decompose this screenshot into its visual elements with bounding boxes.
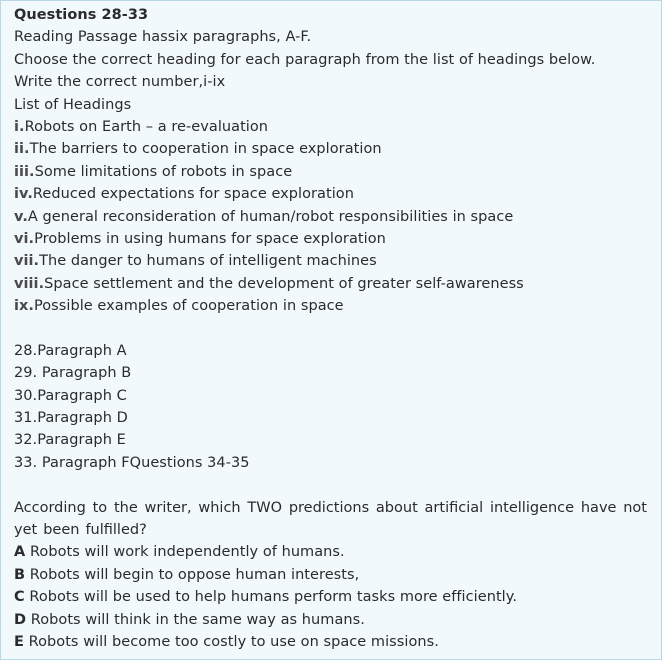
instruction-write: Write the correct number,i-ix bbox=[14, 74, 226, 91]
answer-option bbox=[14, 541, 647, 563]
heading-text: A general reconsideration of human/robot responsibilities in space bbox=[27, 208, 514, 225]
heading-numeral: iii. bbox=[14, 163, 35, 180]
answer-option bbox=[14, 564, 647, 586]
paragraph-question: 32.Paragraph E bbox=[14, 432, 126, 449]
heading-item bbox=[14, 295, 647, 317]
section-title: Questions 28-33 bbox=[14, 7, 149, 23]
answer-options bbox=[14, 541, 647, 653]
answer-option bbox=[14, 609, 647, 631]
paragraph-question: 28.Paragraph A bbox=[14, 342, 127, 359]
heading-item bbox=[14, 138, 647, 160]
paragraph-questions bbox=[14, 340, 647, 474]
option-text: Robots will begin to oppose human interests, bbox=[25, 566, 360, 583]
heading-item bbox=[14, 183, 647, 205]
option-letter: C bbox=[14, 589, 25, 606]
option-text: Robots will think in the same way as humans. bbox=[26, 611, 365, 628]
paragraph-question: 33. Paragraph FQuestions 34-35 bbox=[14, 454, 250, 471]
list-of-headings-title: List of Headings bbox=[14, 96, 132, 113]
heading-text: Space settlement and the development of greater self-awareness bbox=[44, 275, 524, 292]
heading-item bbox=[14, 250, 647, 272]
heading-numeral: iv. bbox=[14, 186, 33, 203]
heading-item bbox=[14, 228, 647, 250]
answer-option bbox=[14, 586, 647, 608]
option-text: Robots will become too costly to use on space missions. bbox=[23, 633, 439, 650]
option-letter: D bbox=[14, 611, 27, 628]
instruction-passage: Reading Passage hassix paragraphs, A-F. bbox=[14, 29, 312, 46]
option-letter: B bbox=[14, 566, 26, 583]
paragraph-question: 31.Paragraph D bbox=[14, 410, 128, 427]
question-content bbox=[14, 4, 647, 653]
heading-item bbox=[14, 273, 647, 295]
instruction-choose: Choose the correct heading for each paragraph from the list of headings below. bbox=[14, 51, 596, 68]
question-34-35-prompt: According to the writer, which TWO predictions about artificial intelligence have not yet been fulfilled? bbox=[14, 499, 647, 538]
heading-numeral: ix. bbox=[14, 298, 34, 315]
heading-item bbox=[14, 206, 647, 228]
paragraph-question: 29. Paragraph B bbox=[14, 365, 132, 382]
heading-text: The danger to humans of intelligent machines bbox=[39, 253, 377, 270]
heading-text: Robots on Earth – a re-evaluation bbox=[24, 118, 269, 135]
option-letter: A bbox=[14, 544, 26, 561]
option-letter: E bbox=[14, 633, 24, 650]
heading-text: Reduced expectations for space exploration bbox=[32, 186, 354, 203]
headings-list bbox=[14, 116, 647, 318]
heading-numeral: vii. bbox=[14, 253, 40, 270]
heading-numeral: v. bbox=[14, 208, 28, 225]
heading-item bbox=[14, 116, 647, 138]
heading-numeral: viii. bbox=[14, 275, 45, 292]
heading-numeral: i. bbox=[14, 118, 25, 135]
heading-numeral: ii. bbox=[14, 141, 30, 158]
answer-option bbox=[14, 631, 647, 653]
spacer bbox=[14, 474, 647, 496]
option-text: Robots will be used to help humans perform tasks more efficiently. bbox=[24, 589, 517, 606]
heading-item bbox=[14, 161, 647, 183]
heading-text: Some limitations of robots in space bbox=[34, 163, 293, 180]
option-text: Robots will work independently of humans. bbox=[25, 544, 345, 561]
paragraph-question: 30.Paragraph C bbox=[14, 387, 127, 404]
heading-numeral: vi. bbox=[14, 230, 35, 247]
heading-text: The barriers to cooperation in space exploration bbox=[29, 141, 382, 158]
spacer bbox=[14, 317, 647, 339]
heading-text: Possible examples of cooperation in space bbox=[33, 298, 344, 315]
heading-text: Problems in using humans for space exploration bbox=[34, 230, 386, 247]
